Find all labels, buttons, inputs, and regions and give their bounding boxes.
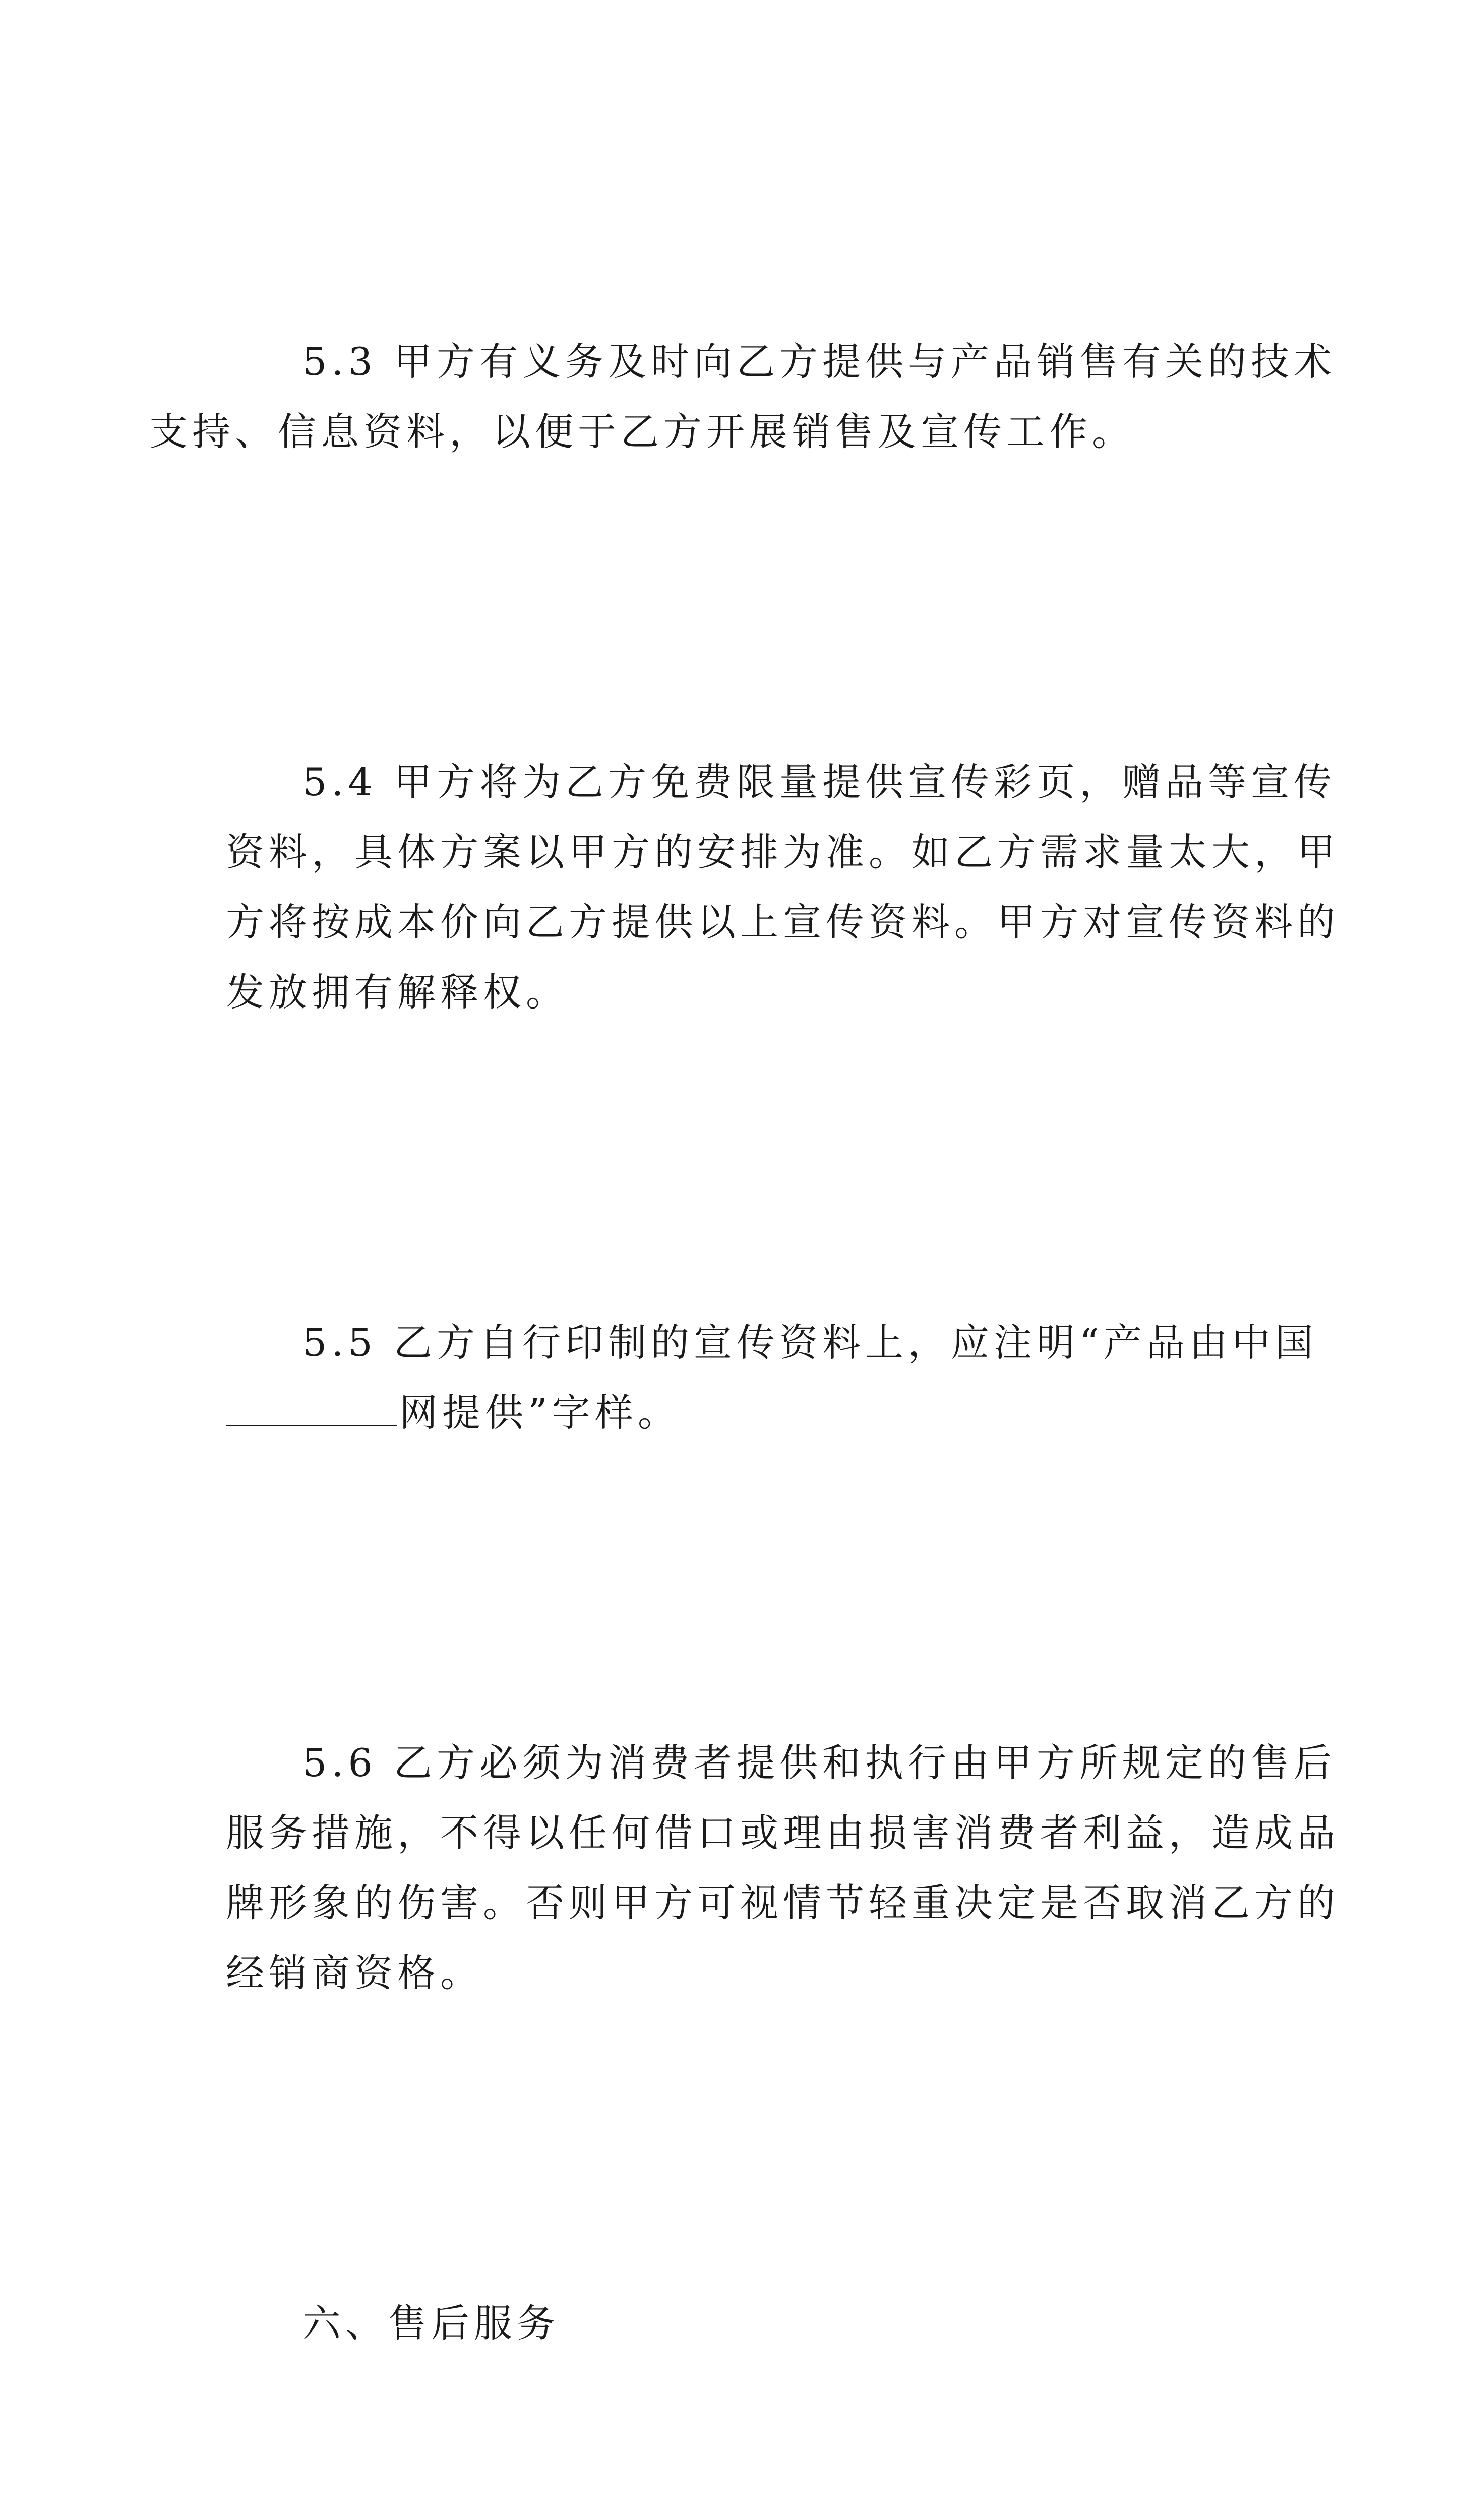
clause-5-6-line-2: 服务措施，不得以任何借口或理由损害消费者利益，造成品 [226,1810,1340,1855]
clause-5-6 [226,1588,1340,2148]
clause-5-5 [226,1167,1318,1588]
clause-5-6-line-1: 5.6 乙方必须为消费者提供和执行由甲方所规定的售后 [302,1740,1337,1785]
clause-5-5-line-2-text: 网提供”字样。 [399,1390,681,1435]
clause-5-6-line-3: 牌形象的伤害。否则甲方可视情节轻重决定是否取消乙方的 [226,1880,1340,1925]
clause-5-4 [226,607,1340,1167]
section-heading-after-sales [226,2148,1244,2498]
clause-5-6-line-4: 经销商资格。 [226,1950,483,1995]
clause-5-3 [149,186,1337,607]
fill-in-blank-website[interactable] [226,1390,397,1426]
section-heading-after-sales-text: 六、售后服务 [302,2301,560,2346]
clause-5-4-line-1: 5.4 甲方将为乙方免费限量提供宣传彩页，赠品等宣传 [302,760,1337,804]
clause-6-1 [226,2498,1244,2520]
clause-5-5-line-2 [149,1377,1244,1447]
document-body [149,186,1340,2520]
clause-5-3-line-2: 支持、信息资料，以便于乙方开展销售及宣传工作。 [149,409,1135,454]
clause-5-5-line-1: 5.5 乙方自行印制的宣传资料上，应注明“产品由中国 [302,1320,1318,1365]
clause-5-3-line-1: 5.3 甲方有义务及时向乙方提供与产品销售有关的技术 [302,339,1337,384]
clause-5-4-line-4: 发放拥有解释权。 [226,970,569,1015]
clause-5-4-line-2: 资料，具体方案以甲方的安排为准。如乙方需求量太大，甲 [226,830,1340,874]
clause-5-4-line-3: 方将按成本价向乙方提供以上宣传资料。甲方对宣传资料的 [226,900,1340,944]
